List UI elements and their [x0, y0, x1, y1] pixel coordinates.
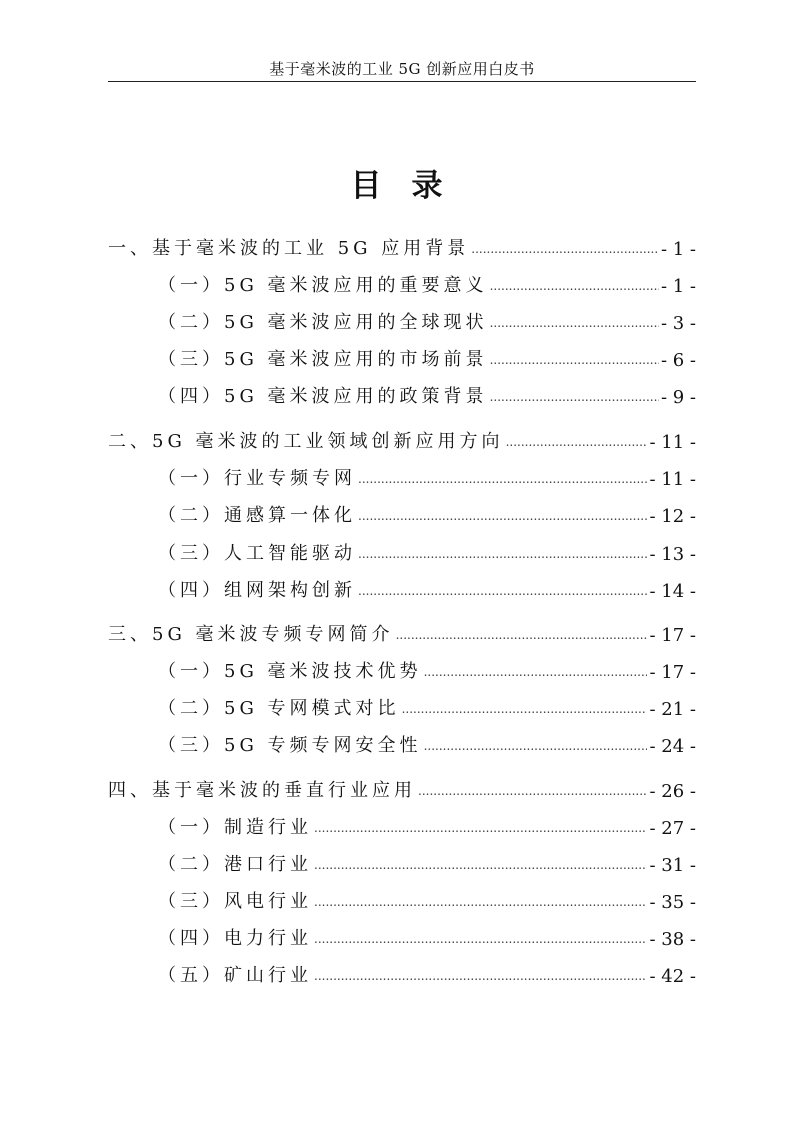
toc-entry-label: （三）5G 专频专网安全性 [158, 735, 422, 756]
toc-entry-1-1[interactable] [158, 267, 696, 297]
dot-leader [424, 739, 648, 753]
toc-entry-page: - 24 - [649, 736, 696, 757]
dot-leader [402, 702, 648, 716]
toc-entry-1-4[interactable] [158, 378, 696, 408]
dot-leader [314, 821, 647, 835]
page-title: 目录 [350, 168, 473, 204]
toc-entry-label: （四）电力行业 [158, 928, 312, 949]
header-divider [108, 81, 696, 82]
toc-entry-section-2[interactable] [108, 423, 696, 453]
toc-entry-section-3[interactable] [108, 616, 696, 646]
dot-leader [358, 509, 647, 523]
toc-entry-label: （二）港口行业 [158, 854, 312, 875]
toc-entry-label: （一）5G 毫米波应用的重要意义 [158, 275, 488, 296]
dot-leader [490, 279, 659, 293]
dot-leader [314, 969, 647, 983]
toc-entry-4-2[interactable] [158, 846, 696, 876]
toc-entry-4-3[interactable] [158, 883, 696, 913]
toc-entry-page: - 35 - [649, 892, 696, 913]
dot-leader [471, 242, 659, 256]
toc-entry-page: - 1 - [660, 239, 696, 260]
toc-entry-page: - 12 - [649, 506, 696, 527]
toc-entry-page: - 1 - [660, 276, 696, 297]
running-header: 基于毫米波的工业 5G 创新应用白皮书 [269, 60, 535, 78]
toc-entry-label: 一、基于毫米波的工业 5G 应用背景 [108, 238, 470, 259]
toc-entry-page: - 9 - [660, 387, 696, 408]
toc-entry-4-1[interactable] [158, 809, 696, 839]
dot-leader [358, 584, 647, 598]
toc-entry-3-1[interactable] [158, 653, 696, 683]
dot-leader [358, 472, 647, 486]
toc-entry-page: - 17 - [649, 625, 696, 646]
toc-entry-page: - 38 - [649, 929, 696, 950]
toc-entry-label: 三、5G 毫米波专频专网简介 [108, 624, 394, 645]
toc-entry-label: （二）通感算一体化 [158, 505, 356, 526]
dot-leader [314, 932, 647, 946]
toc-entry-3-2[interactable] [158, 690, 696, 720]
toc-entry-page: - 14 - [649, 581, 696, 602]
toc-entry-page: - 17 - [649, 662, 696, 683]
toc-entry-page: - 6 - [660, 350, 696, 371]
dot-leader [418, 784, 647, 798]
toc-entry-label: （一）行业专频专网 [158, 468, 356, 489]
toc-entry-section-4[interactable] [108, 772, 696, 802]
toc-entry-2-2[interactable] [158, 497, 696, 527]
toc-entry-page: - 21 - [649, 699, 696, 720]
dot-leader [396, 628, 648, 642]
toc-entry-label: 二、5G 毫米波的工业领域创新应用方向 [108, 431, 504, 452]
toc-entry-page: - 13 - [649, 544, 696, 565]
toc-entry-label: （四）5G 毫米波应用的政策背景 [158, 386, 488, 407]
dot-leader [490, 390, 659, 404]
toc-entry-page: - 31 - [649, 855, 696, 876]
toc-entry-page: - 42 - [649, 966, 696, 987]
toc-entry-label: （三）人工智能驱动 [158, 543, 356, 564]
dot-leader [314, 858, 647, 872]
dot-leader [490, 316, 659, 330]
toc-entry-2-3[interactable] [158, 535, 696, 565]
dot-leader [506, 435, 648, 449]
toc-entry-label: 四、基于毫米波的垂直行业应用 [108, 780, 416, 801]
toc-entry-page: - 26 - [649, 781, 696, 802]
toc-entry-label: （四）组网架构创新 [158, 580, 356, 601]
toc-entry-label: （三）5G 毫米波应用的市场前景 [158, 349, 488, 370]
toc-entry-page: - 11 - [649, 432, 696, 453]
toc-entry-section-1[interactable] [108, 230, 696, 260]
toc-entry-1-3[interactable] [158, 341, 696, 371]
toc-entry-4-5[interactable] [158, 957, 696, 987]
toc-entry-label: （二）5G 专网模式对比 [158, 698, 400, 719]
toc-entry-label: （三）风电行业 [158, 891, 312, 912]
toc-entry-page: - 27 - [649, 818, 696, 839]
toc-entry-label: （五）矿山行业 [158, 965, 312, 986]
dot-leader [358, 547, 647, 561]
toc-entry-4-4[interactable] [158, 920, 696, 950]
toc-entry-page: - 3 - [660, 313, 696, 334]
dot-leader [314, 895, 647, 909]
dot-leader [490, 353, 659, 367]
toc-entry-1-2[interactable] [158, 304, 696, 334]
toc-entry-3-3[interactable] [158, 727, 696, 757]
toc-entry-2-1[interactable] [158, 460, 696, 490]
dot-leader [424, 665, 648, 679]
toc-entry-page: - 11 - [649, 469, 696, 490]
toc-entry-label: （二）5G 毫米波应用的全球现状 [158, 312, 488, 333]
toc-entry-2-4[interactable] [158, 572, 696, 602]
toc-entry-label: （一）5G 毫米波技术优势 [158, 661, 422, 682]
toc-entry-label: （一）制造行业 [158, 817, 312, 838]
